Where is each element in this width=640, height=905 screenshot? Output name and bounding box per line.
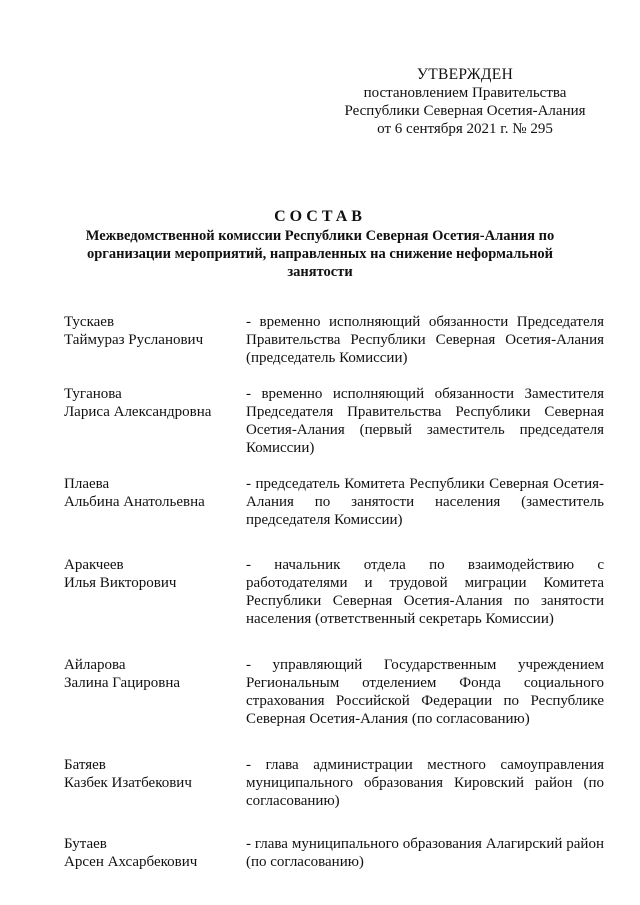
member-role: - глава администрации местного самоуправления муниципального образования Кировский район (по согласованию) [246,757,604,809]
member-given-names: Лариса Александровна [64,404,212,420]
approval-block [330,66,600,138]
approval-line-2: Республики Северная Осетия-Алания [344,103,586,119]
member-row [64,835,604,871]
member-given-names: Илья Викторович [64,575,177,591]
member-name [64,556,246,628]
approval-line-3: от 6 сентября 2021 г. № 295 [377,121,553,137]
member-given-names: Арсен Ахсарбекович [64,854,198,870]
member-role: - глава муниципального образования Алагирский район (по согласованию) [246,836,604,870]
member-role: - временно исполняющий обязанности Председателя Правительства Республики Северная Осетия-Алания (председатель Комиссии) [246,314,604,366]
member-surname: Тускаев [64,314,115,330]
member-surname: Плаева [64,476,110,492]
member-role: - временно исполняющий обязанности Заместителя Председателя Правительства Республики Северная Осетия-Алания (первый заместитель председателя Комиссии) [246,386,604,456]
member-row [64,313,604,367]
member-surname: Аракчеев [64,557,124,573]
members-list [64,313,604,871]
member-name [64,385,246,457]
member-name [64,756,246,810]
member-given-names: Казбек Изатбекович [64,775,192,791]
member-role: - начальник отдела по взаимодействию с работодателями и трудовой миграции Комитета Республики Северная Осетия-Алания по занятости населения (ответственный секретарь Комиссии) [246,557,604,627]
member-name [64,835,246,871]
member-surname: Туганова [64,386,122,402]
member-row [64,475,604,529]
document-heading [70,208,570,281]
member-row [64,385,604,457]
approval-line-1: постановлением Правительства [363,85,567,101]
document-subtitle: Межведомственной комиссии Республики Северная Осетия-Алания по организации мероприятий, направленных на снижение неформальной занятости [85,228,555,280]
member-row [64,656,604,728]
member-name [64,475,246,529]
member-surname: Бутаев [64,836,107,852]
member-role: - управляющий Государственным учреждением Региональным отделением Фонда социального страхования Российской Федерации по Республике Северная Осетия-Алания (по согласованию) [246,657,604,727]
member-given-names: Залина Гацировна [64,675,181,691]
member-name [64,313,246,367]
member-given-names: Таймураз Русланович [64,332,204,348]
member-row [64,756,604,810]
member-name [64,656,246,728]
member-given-names: Альбина Анатольевна [64,494,205,510]
member-surname: Айларова [64,657,126,673]
member-row [64,556,604,628]
member-surname: Батяев [64,757,106,773]
document-title: СОСТАВ [274,208,366,225]
approval-title: УТВЕРЖДЕН [416,66,514,83]
member-role: - председатель Комитета Республики Северная Осетия-Алания по занятости населения (заместитель председателя Комиссии) [246,476,604,528]
